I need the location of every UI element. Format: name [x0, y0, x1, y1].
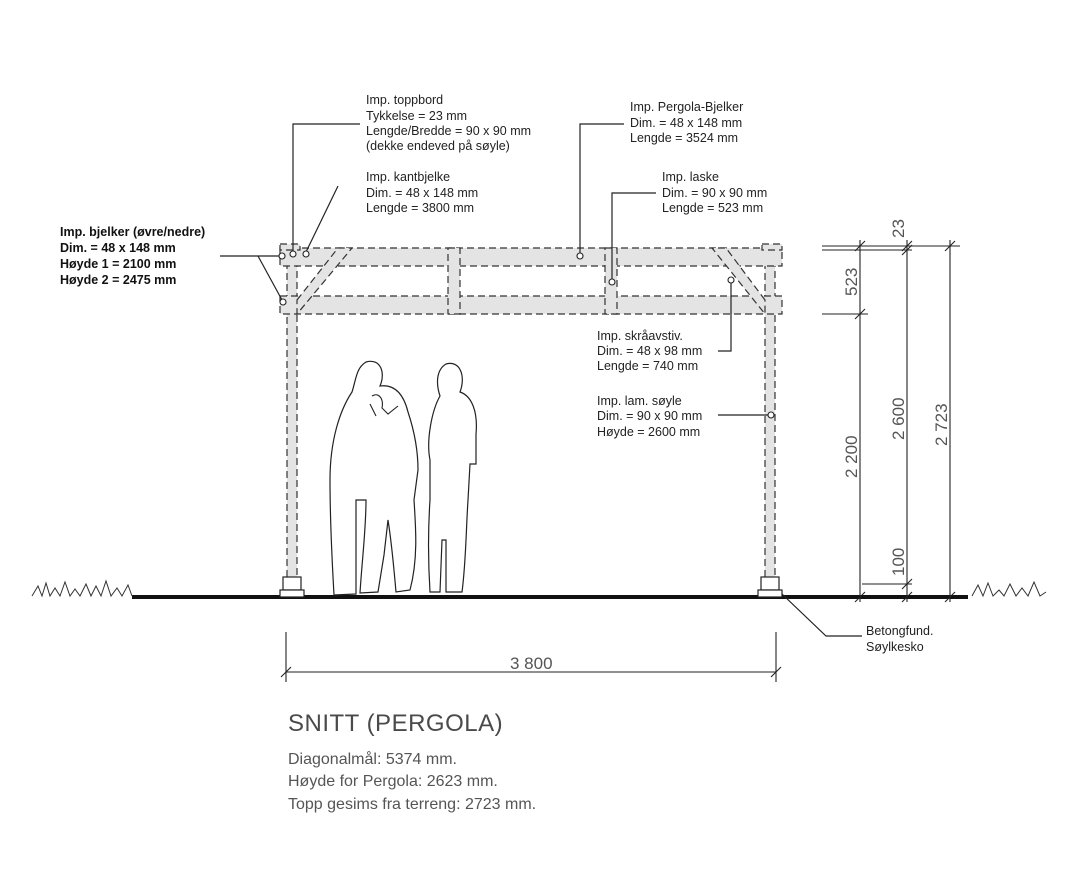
caption-title: SNITT (PERGOLA): [288, 710, 504, 737]
label-line: (dekke endeved på søyle): [366, 139, 510, 153]
label-skraavstiv: [597, 329, 702, 373]
label-title: Imp. kantbjelke: [366, 170, 451, 184]
person-silhouette-right: [429, 363, 477, 592]
label-title: Imp. skråavstiv.: [597, 329, 683, 343]
foundation-left: [280, 590, 304, 597]
label-line: Lengde = 3524 mm: [630, 131, 739, 145]
dim-2200-label: 2 200: [842, 435, 861, 478]
label-line: Lengde/Bredde = 90 x 90 mm: [366, 124, 532, 138]
leader-dot: [279, 253, 285, 259]
dim-3800-label: 3 800: [510, 654, 553, 673]
grass-right: [972, 582, 1046, 596]
leader-dot: [280, 299, 286, 305]
leader-dot: [768, 412, 774, 418]
label-bjelker: [60, 225, 205, 287]
label-line: Høyde 1 = 2100 mm: [60, 257, 177, 271]
post-shoe-left: [283, 577, 301, 590]
label-line: Dim. = 90 x 90 mm: [597, 409, 703, 423]
leader-skraavstiv: [718, 282, 731, 351]
label-line: Lengde = 740 mm: [597, 359, 699, 373]
dim-23-label: 23: [889, 219, 908, 238]
label-line: Lengde = 523 mm: [662, 201, 764, 215]
label-line: Dim. = 48 x 148 mm: [630, 116, 743, 130]
label-line: Lengde = 3800 mm: [366, 201, 475, 215]
leader-kantbjelke: [306, 186, 338, 252]
label-pergola-bjelker: [630, 100, 743, 145]
label-line: Betongfund.: [866, 624, 934, 638]
leader-toppbord: [293, 124, 360, 252]
caption-line-height: Høyde for Pergola: 2623 mm.: [288, 773, 498, 790]
leader-dot: [577, 253, 583, 259]
foundation-right: [758, 590, 782, 597]
label-line: Søylkesko: [866, 640, 924, 654]
leader-bjelker-lower: [258, 256, 282, 300]
grass-left: [32, 581, 132, 596]
label-soyle: [597, 394, 702, 439]
label-title: Imp. laske: [662, 170, 719, 184]
label-fundament: [866, 624, 933, 654]
label-line: Dim. = 48 x 148 mm: [366, 186, 479, 200]
dim-100-label: 100: [889, 547, 908, 576]
dim-523-label: 523: [842, 267, 861, 296]
dim-2723-label: 2 723: [932, 403, 951, 446]
leader-dot: [303, 251, 309, 257]
label-toppbord: [366, 93, 531, 153]
laske-middle: [448, 248, 460, 314]
toppbord-left: [280, 244, 300, 250]
leader-fundament: [782, 594, 862, 636]
label-line: Høyde = 2600 mm: [597, 425, 701, 439]
label-line: Dim. = 90 x 90 mm: [662, 186, 768, 200]
leader-pergola-bjelker: [580, 124, 624, 254]
lower-beam: [280, 296, 782, 314]
leader-laske: [612, 193, 656, 280]
leader-dot: [728, 277, 734, 283]
label-line: Dim. = 48 x 148 mm: [60, 241, 176, 255]
person-silhouette-left: [330, 361, 418, 595]
leader-dot: [609, 279, 615, 285]
top-beam: [280, 248, 782, 266]
toppbord-right: [762, 244, 782, 250]
caption-line-diagonal: Diagonalmål: 5374 mm.: [288, 751, 457, 768]
post-shoe-right: [761, 577, 779, 590]
label-title: Imp. bjelker (øvre/nedre): [60, 225, 206, 239]
label-line: Dim. = 48 x 98 mm: [597, 344, 703, 358]
dim-2600-label: 2 600: [889, 397, 908, 440]
label-laske: [662, 170, 767, 215]
caption-line-top: Topp gesims fra terreng: 2723 mm.: [288, 796, 537, 813]
label-title: Imp. Pergola-Bjelker: [630, 100, 744, 114]
label-title: Imp. toppbord: [366, 93, 444, 107]
label-line: Høyde 2 = 2475 mm: [60, 273, 177, 287]
label-title: Imp. lam. søyle: [597, 394, 682, 408]
leader-dot: [290, 251, 296, 257]
label-kantbjelke: [366, 170, 478, 215]
label-line: Tykkelse = 23 mm: [366, 109, 468, 123]
